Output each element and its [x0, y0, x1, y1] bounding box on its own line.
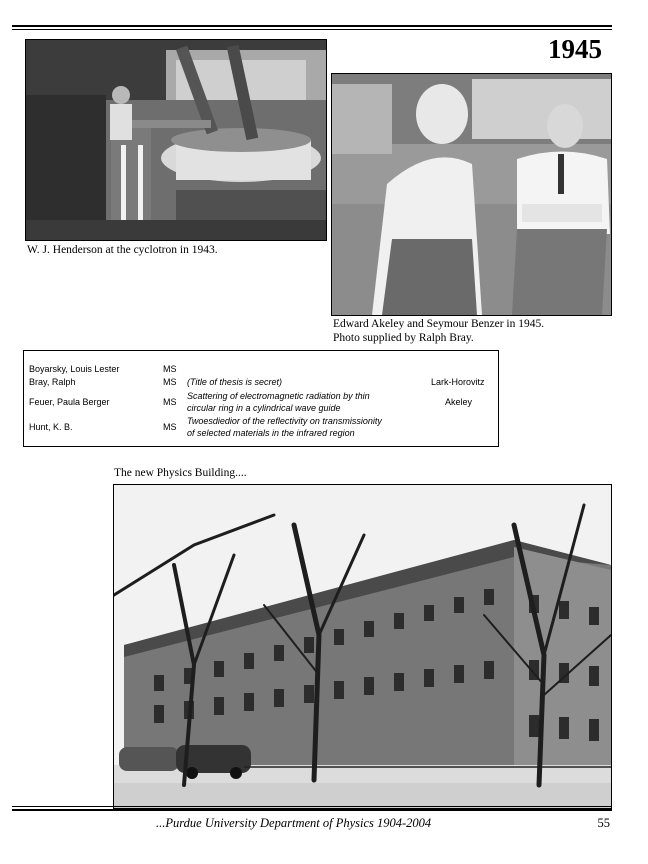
cyclotron-photo: [25, 39, 327, 241]
cyclotron-caption: W. J. Henderson at the cyclotron in 1943.: [27, 244, 218, 256]
akeley-benzer-photo: [331, 73, 612, 316]
thesis-name: Feuer, Paula Berger: [29, 397, 110, 407]
thesis-advisor: Lark-Horovitz: [431, 377, 485, 387]
thesis-name: Bray, Ralph: [29, 377, 76, 387]
building-caption: The new Physics Building....: [114, 467, 247, 479]
thesis-degree: MS: [163, 377, 177, 387]
physics-building-photo: [113, 484, 612, 809]
thesis-title: of selected materials in the infrared region: [187, 428, 355, 438]
akeley-caption-line2: Photo supplied by Ralph Bray.: [333, 332, 474, 344]
thesis-advisor: Akeley: [445, 397, 473, 407]
thesis-title: Scattering of electromagnetic radiation by thin: [187, 391, 370, 401]
thesis-table: [23, 350, 499, 447]
thesis-degree: MS: [163, 364, 177, 374]
top-rule-thick: [12, 25, 612, 27]
top-rule-thin: [12, 29, 612, 30]
bottom-rule-thin: [12, 806, 612, 807]
thesis-degree: MS: [163, 397, 177, 407]
thesis-name: Hunt, K. B.: [29, 422, 73, 432]
akeley-caption-line1: Edward Akeley and Seymour Benzer in 1945.: [333, 318, 545, 330]
year-heading: 1945: [548, 34, 602, 64]
thesis-title: circular ring in a cylindrical wave guide: [187, 403, 341, 413]
thesis-name: Boyarsky, Louis Lester: [29, 364, 120, 374]
thesis-title: Twoesdiedior of the reflectivity on transmissionity: [187, 416, 382, 426]
thesis-title: (Title of thesis is secret): [187, 377, 282, 387]
page-number: 55: [597, 816, 610, 830]
thesis-degree: MS: [163, 422, 177, 432]
bottom-rule-thick: [12, 809, 612, 811]
footer-text: ...Purdue University Department of Physics 1904-2004: [156, 816, 432, 830]
